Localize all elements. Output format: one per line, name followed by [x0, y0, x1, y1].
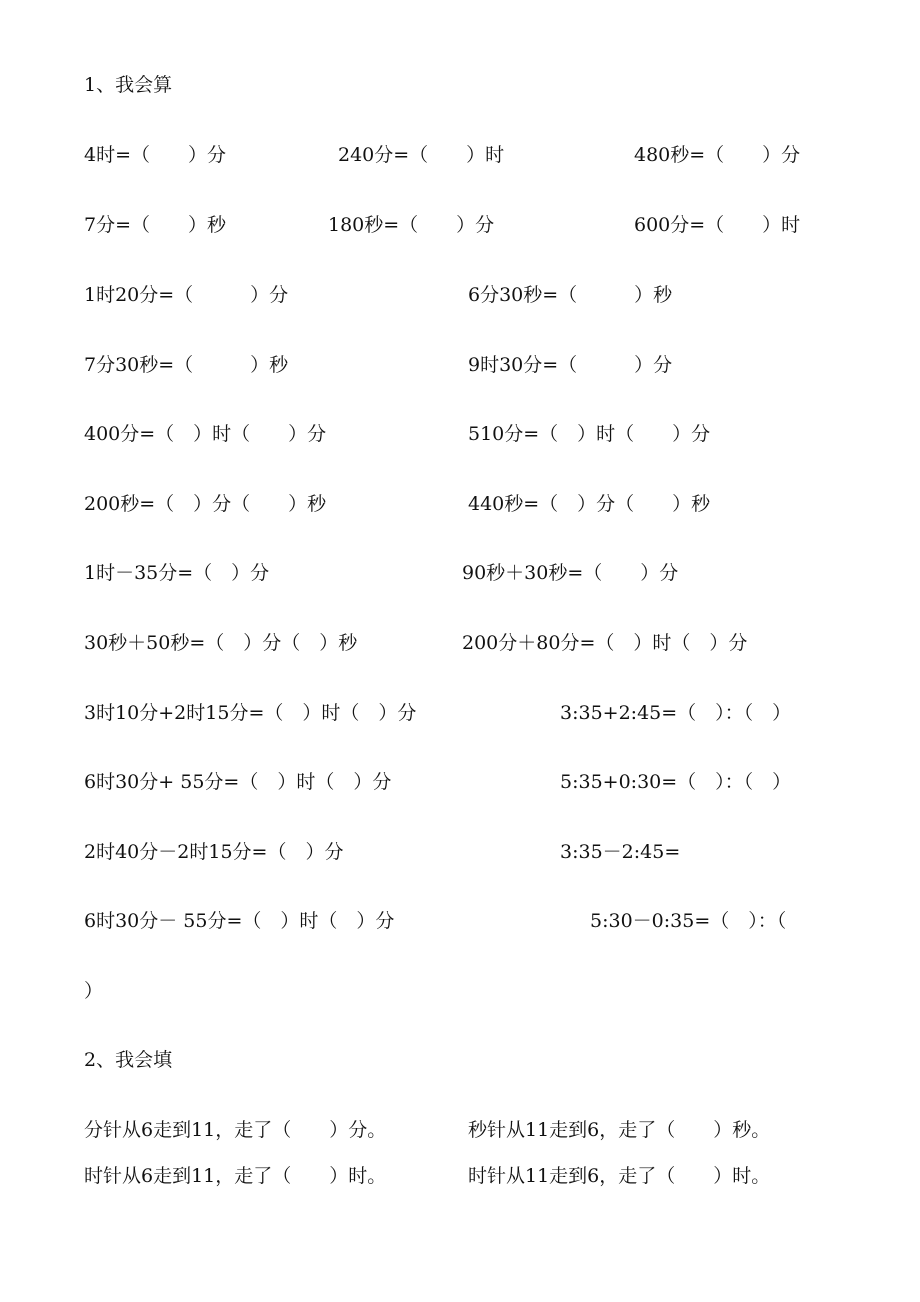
fill-problem: 时针从11走到6，走了（ ）时。 — [468, 1165, 771, 1187]
problem: 3时10分+2时15分=（ ）时（ ）分 — [84, 702, 417, 724]
problem: 240分=（ ）时 — [338, 144, 505, 166]
problem: 9时30分=（ ）分 — [468, 354, 673, 376]
problem: 6分30秒=（ ）秒 — [468, 284, 673, 306]
problem: 510分=（ ）时（ ）分 — [468, 423, 711, 445]
fill-problem: 秒针从11走到6，走了（ ）秒。 — [468, 1119, 771, 1141]
problem: 440秒=（ ）分（ ）秒 — [468, 493, 711, 515]
wrapped-paren: ） — [84, 980, 104, 1002]
problem: 200分＋80分=（ ）时（ ）分 — [462, 632, 748, 654]
section1-heading: 1、我会算 — [84, 74, 173, 96]
section2-heading: 2、我会填 — [84, 1049, 173, 1071]
problem: 30秒＋50秒=（ ）分（ ）秒 — [84, 632, 358, 654]
problem: 3:35－2:45= — [560, 841, 681, 863]
problem: 1时－35分=（ ）分 — [84, 562, 270, 584]
problem: 180秒=（ ）分 — [328, 214, 495, 236]
fill-problem: 时针从6走到11，走了（ ）时。 — [84, 1165, 387, 1187]
problem: 5:35+0:30=（ ）：（ ） — [560, 771, 792, 793]
problem: 3:35+2:45=（ ）：（ ） — [560, 702, 792, 724]
problem: 6时30分－ 55分=（ ）时（ ）分 — [84, 910, 395, 932]
problem: 6时30分+ 55分=（ ）时（ ）分 — [84, 771, 392, 793]
problem: 2时40分－2时15分=（ ）分 — [84, 841, 344, 863]
problem: 1时20分=（ ）分 — [84, 284, 289, 306]
problem: 4时=（ ）分 — [84, 144, 227, 166]
problem: 7分=（ ）秒 — [84, 214, 227, 236]
problem: 200秒=（ ）分（ ）秒 — [84, 493, 327, 515]
fill-problem: 分针从6走到11，走了（ ）分。 — [84, 1119, 387, 1141]
problem: 7分30秒=（ ）秒 — [84, 354, 289, 376]
problem: 90秒＋30秒=（ ）分 — [462, 562, 679, 584]
problem: 5:30－0:35=（ ）：（ — [590, 910, 787, 932]
problem: 400分=（ ）时（ ）分 — [84, 423, 327, 445]
problem: 480秒=（ ）分 — [634, 144, 801, 166]
problem: 600分=（ ）时 — [634, 214, 801, 236]
